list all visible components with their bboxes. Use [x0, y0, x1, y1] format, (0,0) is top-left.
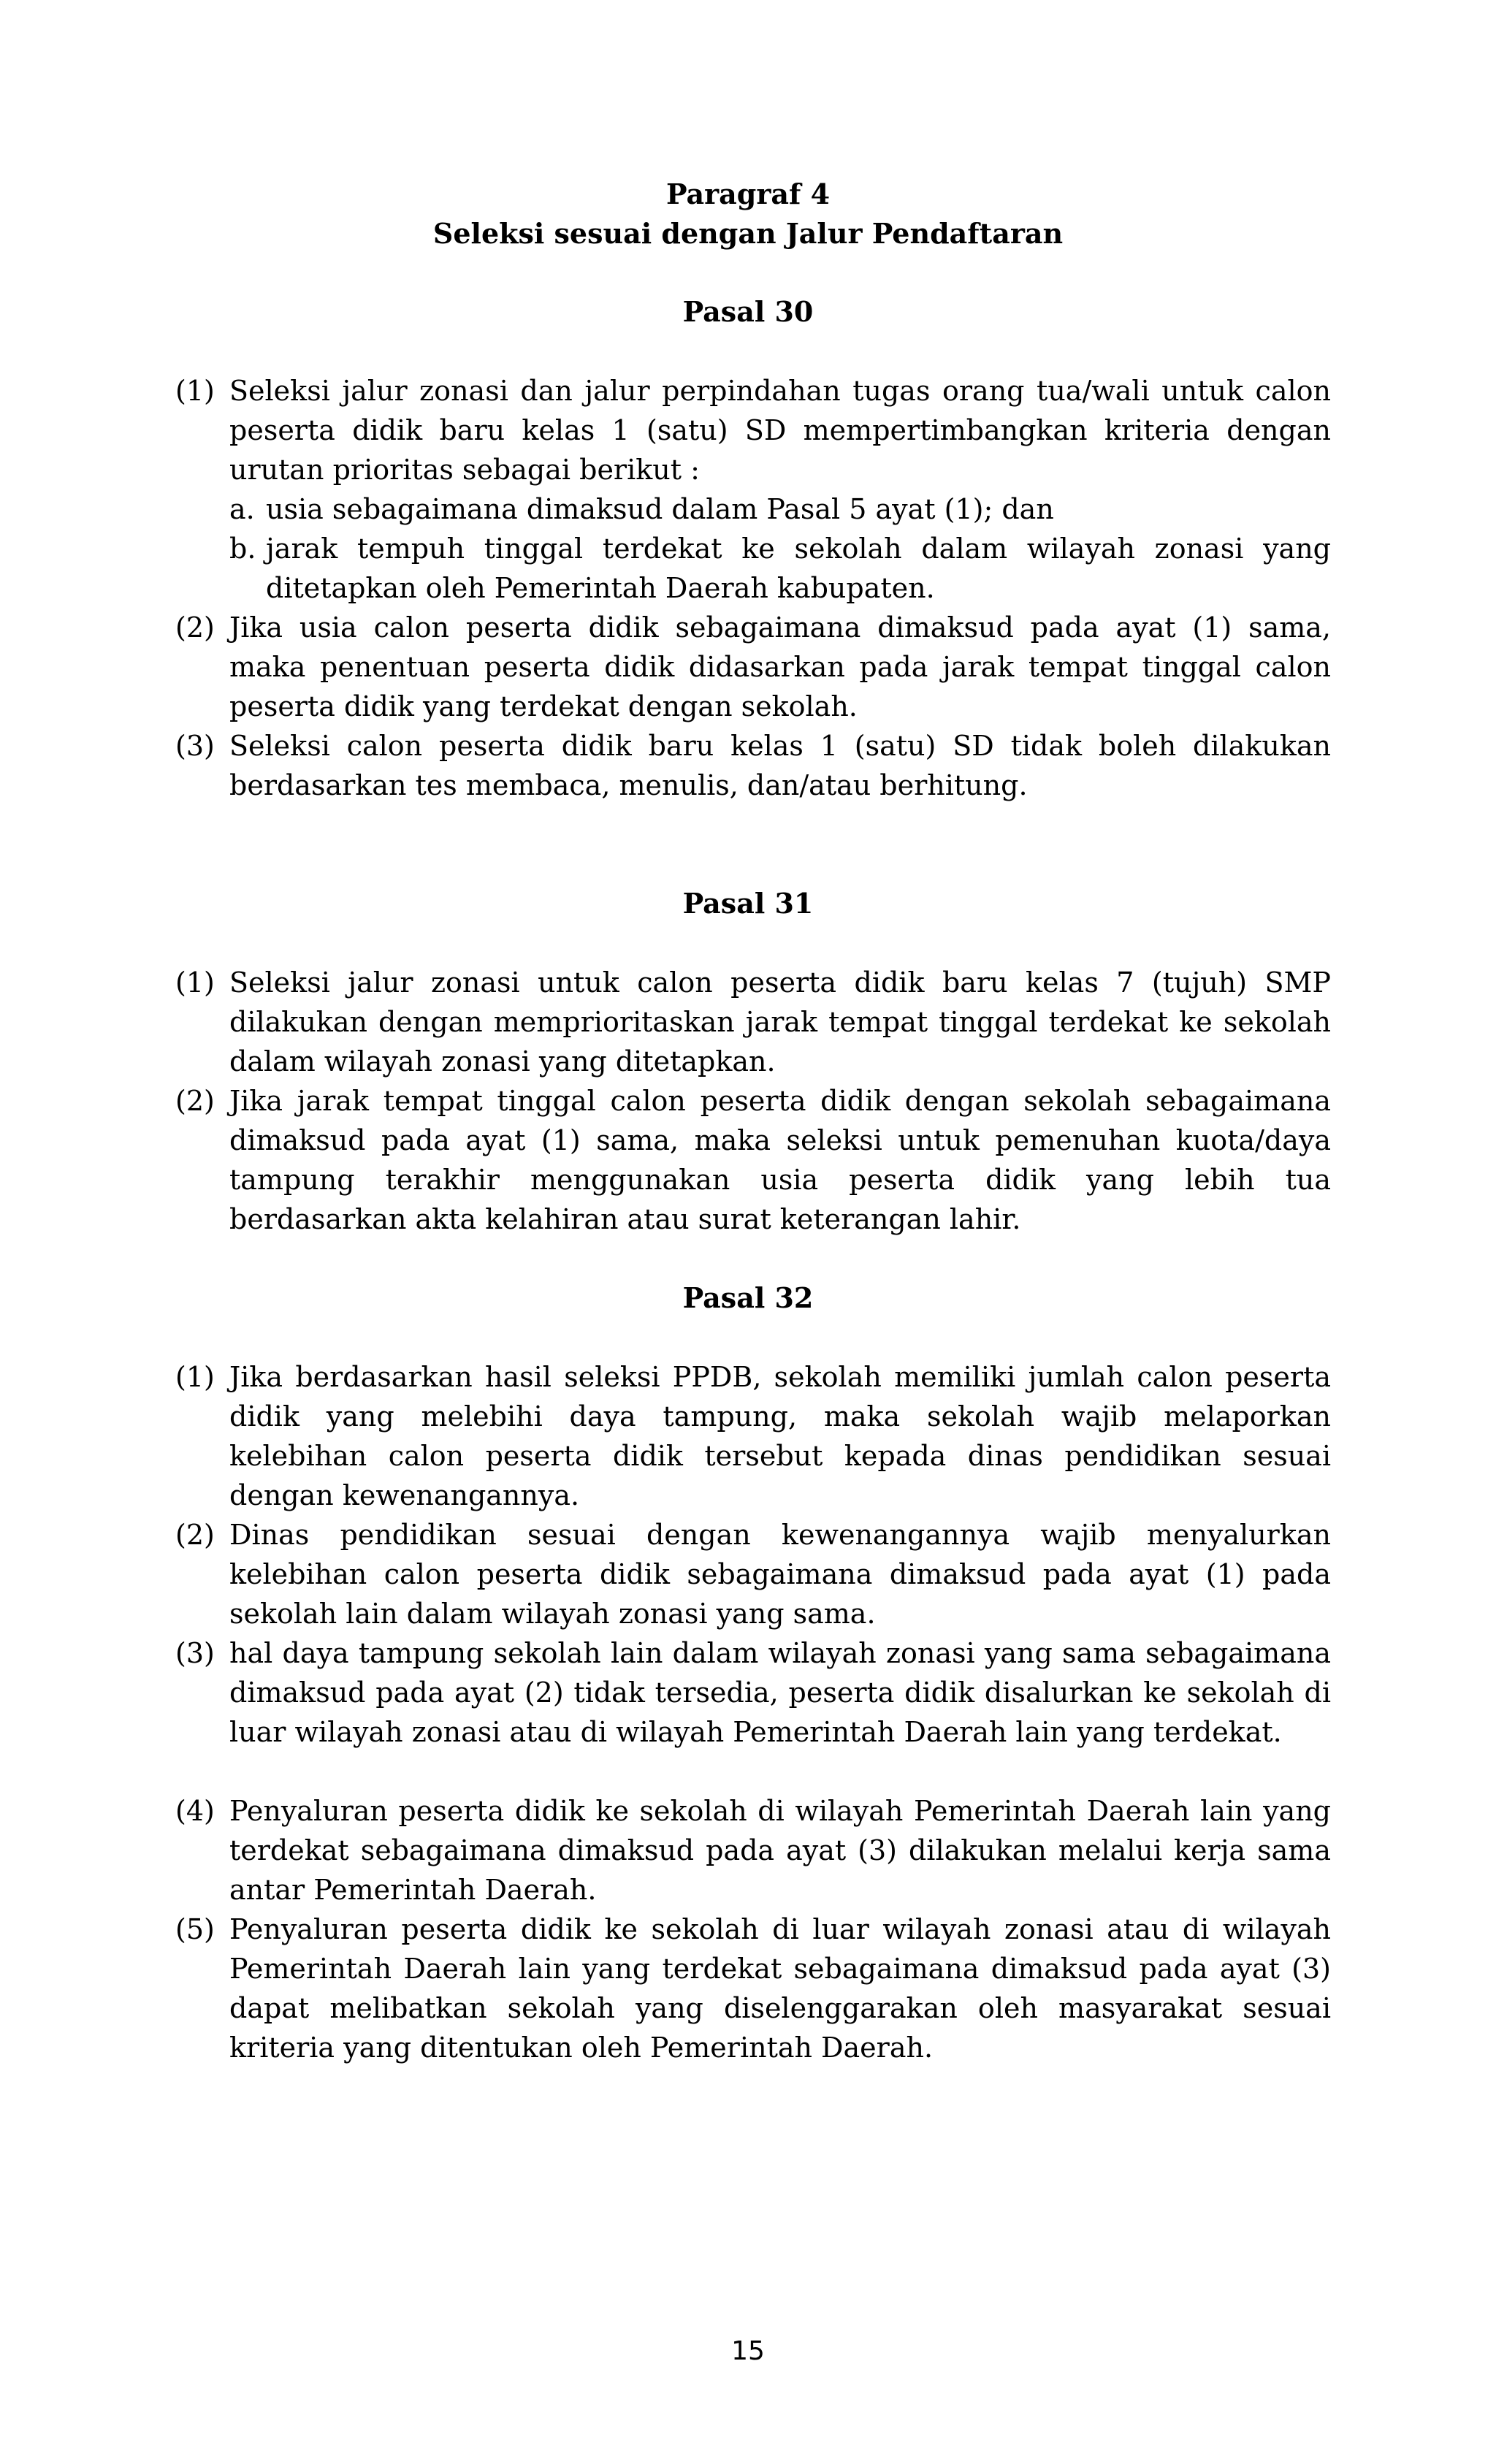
item-number: (2) — [175, 611, 215, 644]
subitem-text: usia sebagaimana dimaksud dalam Pasal 5 ayat (1); dan — [266, 493, 1054, 525]
pasal-32-item-1 — [175, 1357, 1331, 1515]
item-text: Seleksi jalur zonasi dan jalur perpindahan tugas orang tua/wali untuk calon peserta didik baru kelas 1 (satu) SD mempertimbangkan kriteria dengan urutan prioritas sebagai berikut : — [229, 375, 1331, 486]
paragraph-heading: Paragraf 4 — [665, 178, 831, 210]
pasal-32-item-5 — [175, 1910, 1331, 2067]
item-text: Jika berdasarkan hasil seleksi PPDB, sekolah memiliki jumlah calon peserta didik yang melebihi daya tampung, maka sekolah wajib melaporkan kelebihan calon peserta didik tersebut kepada dinas pendidikan sesuai dengan kewenangannya. — [229, 1361, 1331, 1511]
item-number: (2) — [175, 1519, 215, 1551]
pasal-30-item-3 — [175, 726, 1331, 805]
item-number: (3) — [175, 1637, 215, 1669]
item-text: Seleksi jalur zonasi untuk calon peserta didik baru kelas 7 (tujuh) SMP dilakukan dengan memprioritaskan jarak tempat tinggal terdekat ke sekolah dalam wilayah zonasi yang ditetapkan. — [229, 966, 1331, 1077]
pasal-30-subitem-a — [229, 489, 1331, 529]
item-number: (3) — [175, 730, 215, 762]
pasal-30-item-1 — [175, 371, 1331, 489]
item-text: Penyaluran peserta didik ke sekolah di luar wilayah zonasi atau di wilayah Pemerintah Daerah lain yang terdekat sebagaimana dimaksud pada ayat (3) dapat melibatkan sekolah yang diselenggarakan oleh masyarakat sesuai kriteria yang ditentukan oleh Pemerintah Daerah. — [229, 1913, 1331, 2064]
pasal-31-item-1 — [175, 963, 1331, 1081]
item-text: Dinas pendidikan sesuai dengan kewenangannya wajib menyalurkan kelebihan calon peserta didik sebagaimana dimaksud pada ayat (1) pada sekolah lain dalam wilayah zonasi yang sama. — [229, 1519, 1331, 1630]
pasal-32-title: Pasal 32 — [682, 1281, 814, 1314]
pasal-32-item-4 — [175, 1791, 1331, 1910]
item-text: Seleksi calon peserta didik baru kelas 1 (satu) SD tidak boleh dilakukan berdasarkan tes membaca, menulis, dan/atau berhitung. — [229, 730, 1331, 801]
item-number: (1) — [175, 375, 215, 407]
item-number: (5) — [175, 1913, 215, 1945]
item-number: (1) — [175, 1361, 215, 1393]
item-number: (1) — [175, 966, 215, 999]
section-subtitle: Seleksi sesuai dengan Jalur Pendaftaran — [432, 217, 1064, 250]
item-number: (2) — [175, 1085, 215, 1117]
item-text: Penyaluran peserta didik ke sekolah di wilayah Pemerintah Daerah lain yang terdekat sebagaimana dimaksud pada ayat (3) dilakukan melalui kerja sama antar Pemerintah Daerah. — [229, 1795, 1331, 1906]
pasal-30-item-2 — [175, 608, 1331, 726]
item-text: Jika usia calon peserta didik sebagaimana dimaksud pada ayat (1) sama, maka penentuan peserta didik didasarkan pada jarak tempat tinggal calon peserta didik yang terdekat dengan sekolah. — [229, 611, 1331, 722]
subitem-label: a. — [229, 493, 255, 525]
page-number: 15 — [731, 2336, 765, 2366]
pasal-32-item-2 — [175, 1515, 1331, 1633]
pasal-30-title: Pasal 30 — [682, 295, 814, 328]
subitem-text: jarak tempuh tinggal terdekat ke sekolah dalam wilayah zonasi yang ditetapkan oleh Pemerintah Daerah kabupaten. — [266, 533, 1331, 604]
item-text: hal daya tampung sekolah lain dalam wilayah zonasi yang sama sebagaimana dimaksud pada ayat (2) tidak tersedia, peserta didik disalurkan ke sekolah di luar wilayah zonasi atau di wilayah Pemerintah Daerah lain yang terdekat. — [229, 1637, 1331, 1748]
item-number: (4) — [175, 1795, 215, 1827]
pasal-30-subitem-b — [229, 529, 1331, 608]
pasal-31-item-2 — [175, 1081, 1331, 1239]
item-text: Jika jarak tempat tinggal calon peserta didik dengan sekolah sebagaimana dimaksud pada ayat (1) sama, maka seleksi untuk pemenuhan kuota/daya tampung terakhir menggunakan usia peserta didik yang lebih tua berdasarkan akta kelahiran atau surat keterangan lahir. — [229, 1085, 1331, 1235]
subitem-label: b. — [229, 533, 256, 565]
pasal-31-title: Pasal 31 — [682, 887, 814, 920]
pasal-32-item-3 — [175, 1633, 1331, 1752]
